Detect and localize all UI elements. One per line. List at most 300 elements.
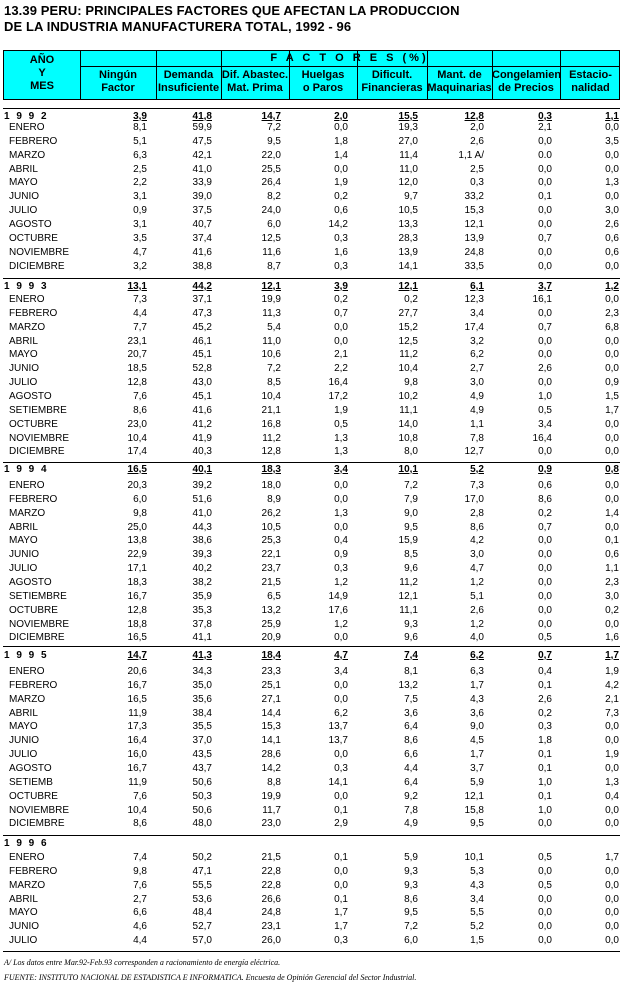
table-cell: 0,0 bbox=[538, 177, 552, 188]
table-cell: 3,5 bbox=[605, 136, 619, 147]
table-cell: 41,0 bbox=[192, 164, 212, 175]
table-row bbox=[0, 418, 625, 432]
table-cell: 9,6 bbox=[404, 632, 418, 643]
table-cell: 38,6 bbox=[192, 535, 212, 546]
table-cell: 0,0 bbox=[538, 164, 552, 175]
table-cell: 25,9 bbox=[261, 619, 281, 630]
table-cell: 48,0 bbox=[192, 818, 212, 829]
table-cell: 8,5 bbox=[404, 549, 418, 560]
table-cell: 1,3 bbox=[334, 433, 348, 444]
table-cell: 9,5 bbox=[404, 907, 418, 918]
table-cell: 0,5 bbox=[538, 632, 552, 643]
table-cell: 3,4 bbox=[334, 666, 348, 677]
table-cell: 9,5 bbox=[267, 136, 281, 147]
table-cell: 16,1 bbox=[532, 294, 552, 305]
table-cell: 1,0 bbox=[538, 805, 552, 816]
month-label: ABRIL bbox=[9, 336, 38, 347]
table-cell: 3,1 bbox=[133, 191, 147, 202]
month-label: OCTUBRE bbox=[9, 791, 58, 802]
table-row bbox=[0, 335, 625, 349]
table-cell: 1,5 bbox=[605, 391, 619, 402]
month-label: JULIO bbox=[9, 377, 38, 388]
table-cell: 37,0 bbox=[192, 735, 212, 746]
table-cell: 2,6 bbox=[470, 605, 484, 616]
table-cell: 17,4 bbox=[464, 322, 484, 333]
table-cell: 45,2 bbox=[192, 322, 212, 333]
table-cell: 0,0 bbox=[605, 480, 619, 491]
table-cell: 0,6 bbox=[605, 549, 619, 560]
table-cell: 22,9 bbox=[127, 549, 147, 560]
table-cell: 4,2 bbox=[605, 680, 619, 691]
table-cell: 4,9 bbox=[470, 405, 484, 416]
table-cell: 10,1 bbox=[398, 464, 418, 475]
table-cell: 2,1 bbox=[334, 349, 348, 360]
table-cell: 0,9 bbox=[133, 205, 147, 216]
month-label: ENERO bbox=[9, 294, 45, 305]
table-cell: 0,7 bbox=[538, 322, 552, 333]
table-cell: 17,6 bbox=[328, 605, 348, 616]
table-cell: 1,9 bbox=[334, 177, 348, 188]
table-cell: 1,7 bbox=[470, 749, 484, 760]
table-cell: 0,7 bbox=[334, 308, 348, 319]
table-cell: 11,4 bbox=[399, 150, 418, 161]
table-cell: 11,0 bbox=[399, 164, 418, 175]
table-cell: 8,6 bbox=[538, 494, 552, 505]
month-label: AGOSTO bbox=[9, 763, 52, 774]
table-cell: 14,2 bbox=[328, 219, 348, 230]
table-cell: 10,1 bbox=[464, 852, 484, 863]
table-cell: 11,9 bbox=[128, 708, 147, 719]
table-cell: 7,2 bbox=[404, 480, 418, 491]
table-cell: 0,0 bbox=[334, 480, 348, 491]
table-cell: 1,6 bbox=[605, 632, 619, 643]
table-row bbox=[0, 390, 625, 404]
table-cell: 3,2 bbox=[470, 336, 484, 347]
month-label: JULIO bbox=[9, 563, 38, 574]
table-cell: 5,1 bbox=[470, 591, 484, 602]
table-cell: 4,7 bbox=[133, 247, 147, 258]
table-cell: 16,8 bbox=[261, 419, 281, 430]
table-cell: 21,5 bbox=[261, 852, 281, 863]
table-row bbox=[0, 762, 625, 776]
year-row bbox=[0, 649, 625, 663]
table-cell: 0,0 bbox=[334, 494, 348, 505]
month-label: ENERO bbox=[9, 122, 45, 133]
table-cell: 3,7 bbox=[470, 763, 484, 774]
table-cell: 3,1 bbox=[133, 219, 147, 230]
table-row bbox=[0, 149, 625, 163]
table-cell: 7,6 bbox=[133, 880, 147, 891]
table-cell: 39,3 bbox=[192, 549, 212, 560]
table-cell: 10,5 bbox=[398, 205, 418, 216]
table-cell: 18,3 bbox=[127, 577, 147, 588]
table-cell: 7,9 bbox=[404, 494, 418, 505]
table-row bbox=[0, 734, 625, 748]
table-cell: 5,4 bbox=[267, 322, 281, 333]
table-cell: 0,0 bbox=[334, 680, 348, 691]
month-label: FEBRERO bbox=[9, 136, 58, 147]
table-cell: 41,3 bbox=[192, 650, 212, 661]
month-label: MAYO bbox=[9, 721, 38, 732]
month-label: FEBRERO bbox=[9, 308, 58, 319]
table-cell: 0,1 bbox=[334, 805, 348, 816]
table-cell: 48,4 bbox=[192, 907, 212, 918]
column-header: Ningún Factor bbox=[99, 69, 137, 94]
table-cell: 33,9 bbox=[192, 177, 212, 188]
table-row bbox=[0, 260, 625, 274]
table-cell: 4,4 bbox=[133, 935, 147, 946]
month-label: MARZO bbox=[9, 150, 46, 161]
table-cell: 7,8 bbox=[470, 433, 484, 444]
table-row bbox=[0, 121, 625, 135]
table-cell: 0,0 bbox=[538, 219, 552, 230]
table-cell: 15,8 bbox=[464, 805, 484, 816]
table-cell: 6,4 bbox=[404, 777, 418, 788]
table-cell: 1,0 bbox=[538, 391, 552, 402]
table-cell: 43,7 bbox=[192, 763, 212, 774]
table-cell: 40,3 bbox=[192, 446, 212, 457]
table-cell: 2,9 bbox=[334, 818, 348, 829]
table-cell: 33,2 bbox=[464, 191, 484, 202]
table-cell: 12,1 bbox=[398, 591, 418, 602]
table-cell: 11,6 bbox=[262, 247, 281, 258]
table-cell: 12,1 bbox=[261, 281, 281, 292]
table-cell: 11,7 bbox=[262, 805, 281, 816]
table-cell: 3,4 bbox=[470, 308, 484, 319]
table-cell: 3,4 bbox=[470, 894, 484, 905]
table-cell: 0,0 bbox=[538, 619, 552, 630]
table-cell: 0,0 bbox=[605, 122, 619, 133]
table-cell: 4,3 bbox=[470, 880, 484, 891]
table-cell: 24,0 bbox=[261, 205, 281, 216]
table-cell: 1,2 bbox=[470, 577, 484, 588]
table-cell: 25,5 bbox=[261, 164, 281, 175]
table-cell: 16,0 bbox=[127, 749, 147, 760]
table-cell: 0,9 bbox=[538, 464, 552, 475]
table-cell: 50,2 bbox=[192, 852, 212, 863]
table-cell: 0,1 bbox=[538, 763, 552, 774]
table-cell: 23,0 bbox=[127, 419, 147, 430]
source-note: FUENTE: INSTITUTO NACIONAL DE ESTADISTICA E INFORMATICA. Encuesta de Opinión Gerencial del Sector Industrial. bbox=[4, 973, 417, 982]
month-label: NOVIEMBRE bbox=[9, 433, 70, 444]
table-cell: 0,0 bbox=[605, 419, 619, 430]
table-row bbox=[0, 246, 625, 260]
table-cell: 8,6 bbox=[470, 522, 484, 533]
table-cell: 26,2 bbox=[261, 508, 281, 519]
table-row bbox=[0, 865, 625, 879]
month-label: AGOSTO bbox=[9, 391, 52, 402]
month-label: NOVIEMBRE bbox=[9, 619, 70, 630]
table-cell: 2,7 bbox=[470, 363, 484, 374]
table-cell: 0,0 bbox=[605, 164, 619, 175]
table-cell: 0,0 bbox=[605, 433, 619, 444]
table-cell: 7,6 bbox=[133, 391, 147, 402]
table-cell: 1,1 A/ bbox=[458, 150, 484, 161]
table-cell: 0,2 bbox=[605, 605, 619, 616]
table-cell: 45,1 bbox=[192, 349, 212, 360]
table-row bbox=[0, 576, 625, 590]
table-cell: 51,6 bbox=[192, 494, 212, 505]
section-divider bbox=[3, 835, 620, 836]
section-divider bbox=[3, 646, 620, 647]
table-cell: 42,1 bbox=[192, 150, 212, 161]
table-cell: 0,0 bbox=[334, 749, 348, 760]
table-cell: 5,1 bbox=[133, 136, 147, 147]
table-cell: 8,6 bbox=[133, 818, 147, 829]
table-cell: 3,4 bbox=[334, 464, 348, 475]
table-cell: 12,1 bbox=[464, 791, 484, 802]
table-cell: 8,8 bbox=[267, 777, 281, 788]
table-cell: 16,5 bbox=[127, 694, 147, 705]
table-cell: 14,7 bbox=[261, 111, 281, 122]
table-cell: 0,3 bbox=[334, 763, 348, 774]
table-cell: 0,0 bbox=[538, 446, 552, 457]
table-cell: 0,6 bbox=[334, 205, 348, 216]
table-cell: 44,2 bbox=[192, 281, 212, 292]
table-cell: 20,7 bbox=[127, 349, 147, 360]
table-cell: 0,0 bbox=[605, 818, 619, 829]
month-label: JUNIO bbox=[9, 191, 39, 202]
table-cell: 50,6 bbox=[192, 777, 212, 788]
table-cell: 0,3 bbox=[538, 111, 552, 122]
table-cell: 0,0 bbox=[605, 763, 619, 774]
table-cell: 1,9 bbox=[334, 405, 348, 416]
table-cell: 8,6 bbox=[404, 894, 418, 905]
table-cell: 0,0 bbox=[538, 247, 552, 258]
table-cell: 14,0 bbox=[398, 419, 418, 430]
table-cell: 46,1 bbox=[192, 336, 212, 347]
table-cell: 16,5 bbox=[127, 464, 147, 475]
table-cell: 0,0 bbox=[605, 721, 619, 732]
table-cell: 6,2 bbox=[334, 708, 348, 719]
table-cell: 6,3 bbox=[133, 150, 147, 161]
table-cell: 4,5 bbox=[470, 735, 484, 746]
table-cell: 12,8 bbox=[261, 446, 281, 457]
table-cell: 24,8 bbox=[464, 247, 484, 258]
table-cell: 10,4 bbox=[127, 433, 147, 444]
month-label: JUNIO bbox=[9, 549, 39, 560]
table-cell: 1,7 bbox=[605, 405, 619, 416]
table-cell: 7,2 bbox=[404, 921, 418, 932]
table-row bbox=[0, 604, 625, 618]
table-cell: 4,9 bbox=[470, 391, 484, 402]
table-cell: 0,9 bbox=[334, 549, 348, 560]
month-label: JULIO bbox=[9, 749, 38, 760]
month-label: DICIEMBRE bbox=[9, 818, 65, 829]
table-cell: 1,3 bbox=[605, 177, 619, 188]
table-cell: 1,2 bbox=[334, 577, 348, 588]
table-cell: 17,2 bbox=[328, 391, 348, 402]
table-cell: 22,0 bbox=[261, 150, 281, 161]
table-cell: 0,0 bbox=[334, 336, 348, 347]
table-cell: 26,6 bbox=[261, 894, 281, 905]
table-bottom-rule bbox=[3, 951, 620, 952]
table-cell: 0,2 bbox=[334, 191, 348, 202]
table-cell: 6,2 bbox=[470, 650, 484, 661]
table-cell: 1,2 bbox=[470, 619, 484, 630]
table-cell: 20,6 bbox=[127, 666, 147, 677]
table-cell: 12,7 bbox=[464, 446, 484, 457]
table-cell: 41,8 bbox=[192, 111, 212, 122]
column-header: Demanda Insuficiente bbox=[157, 69, 220, 94]
table-cell: 1,8 bbox=[538, 735, 552, 746]
table-cell: 0,0 bbox=[334, 880, 348, 891]
table-cell: 0,0 bbox=[605, 921, 619, 932]
table-cell: 18,8 bbox=[127, 619, 147, 630]
table-cell: 4,7 bbox=[334, 650, 348, 661]
table-cell: 0,0 bbox=[605, 866, 619, 877]
column-header: Estacio- nalidad bbox=[569, 69, 612, 94]
table-row bbox=[0, 521, 625, 535]
table-cell: 7,3 bbox=[470, 480, 484, 491]
table-cell: 23,1 bbox=[127, 336, 147, 347]
table-cell: 11,1 bbox=[399, 405, 418, 416]
table-cell: 3,0 bbox=[605, 205, 619, 216]
table-cell: 6,5 bbox=[267, 591, 281, 602]
table-cell: 35,0 bbox=[192, 680, 212, 691]
month-label: MARZO bbox=[9, 694, 46, 705]
table-cell: 7,7 bbox=[133, 322, 147, 333]
table-cell: 39,0 bbox=[192, 191, 212, 202]
table-row bbox=[0, 817, 625, 831]
table-cell: 11,3 bbox=[262, 308, 281, 319]
month-label: SETIEMBRE bbox=[9, 405, 67, 416]
table-cell: 12,3 bbox=[464, 294, 484, 305]
table-cell: 19,9 bbox=[261, 294, 281, 305]
table-cell: 0,0 bbox=[538, 349, 552, 360]
table-cell: 10,2 bbox=[398, 391, 418, 402]
table-cell: 9,8 bbox=[133, 866, 147, 877]
table-cell: 4,4 bbox=[404, 763, 418, 774]
month-label: AGOSTO bbox=[9, 577, 52, 588]
table-cell: 6,6 bbox=[404, 749, 418, 760]
table-cell: 21,1 bbox=[261, 405, 281, 416]
table-cell: 12,8 bbox=[127, 605, 147, 616]
table-cell: 5,9 bbox=[404, 852, 418, 863]
table-cell: 1,9 bbox=[605, 749, 619, 760]
table-cell: 14,1 bbox=[328, 777, 348, 788]
table-row bbox=[0, 493, 625, 507]
year-label: 1 9 9 5 bbox=[4, 650, 49, 661]
table-cell: 9,2 bbox=[404, 791, 418, 802]
table-cell: 6,6 bbox=[133, 907, 147, 918]
table-cell: 7,4 bbox=[133, 852, 147, 863]
table-cell: 9,6 bbox=[404, 563, 418, 574]
table-cell: 11,2 bbox=[262, 433, 281, 444]
table-cell: 1,4 bbox=[334, 150, 348, 161]
table-cell: 1,7 bbox=[470, 680, 484, 691]
table-cell: 2,6 bbox=[538, 694, 552, 705]
table-row bbox=[0, 920, 625, 934]
table-cell: 18,0 bbox=[261, 480, 281, 491]
table-cell: 5,5 bbox=[470, 907, 484, 918]
table-cell: 13,7 bbox=[328, 735, 348, 746]
table-cell: 21,5 bbox=[261, 577, 281, 588]
table-cell: 10,4 bbox=[398, 363, 418, 374]
table-cell: 0,0 bbox=[538, 935, 552, 946]
year-label: 1 9 9 6 bbox=[4, 838, 49, 849]
table-cell: 41,9 bbox=[192, 433, 212, 444]
table-cell: 43,0 bbox=[192, 377, 212, 388]
table-cell: 4,7 bbox=[470, 563, 484, 574]
table-row bbox=[0, 906, 625, 920]
table-cell: 0,0 bbox=[605, 191, 619, 202]
table-cell: 2,1 bbox=[605, 694, 619, 705]
table-cell: 4,9 bbox=[404, 818, 418, 829]
table-cell: 0,0 bbox=[538, 549, 552, 560]
table-cell: 0,8 bbox=[605, 464, 619, 475]
table-cell: 6,0 bbox=[404, 935, 418, 946]
table-cell: 25,0 bbox=[127, 522, 147, 533]
year-label: 1 9 9 3 bbox=[4, 281, 49, 292]
table-cell: 0,0 bbox=[605, 446, 619, 457]
table-cell: 59,9 bbox=[192, 122, 212, 133]
table-row bbox=[0, 190, 625, 204]
month-label: AGOSTO bbox=[9, 219, 52, 230]
table-cell: 1,7 bbox=[605, 650, 619, 661]
table-cell: 0,7 bbox=[538, 233, 552, 244]
table-cell: 23,0 bbox=[261, 818, 281, 829]
column-header: Dif. Abastec. Mat. Prima bbox=[221, 69, 289, 94]
table-cell: 3,0 bbox=[470, 377, 484, 388]
table-cell: 1,3 bbox=[334, 446, 348, 457]
table-cell: 0,0 bbox=[605, 150, 619, 161]
table-cell: 2,3 bbox=[605, 308, 619, 319]
table-cell: 34,3 bbox=[192, 666, 212, 677]
table-cell: 9,3 bbox=[404, 866, 418, 877]
table-cell: 9,8 bbox=[404, 377, 418, 388]
table-cell: 9,0 bbox=[470, 721, 484, 732]
table-cell: 0,0 bbox=[605, 522, 619, 533]
table-cell: 40,2 bbox=[192, 563, 212, 574]
table-cell: 0.0 bbox=[538, 150, 552, 161]
table-cell: 0,0 bbox=[538, 563, 552, 574]
table-cell: 0,2 bbox=[334, 294, 348, 305]
table-cell: 6,8 bbox=[605, 322, 619, 333]
table-cell: 1,7 bbox=[605, 852, 619, 863]
table-cell: 40,7 bbox=[192, 219, 212, 230]
table-cell: 16,7 bbox=[127, 763, 147, 774]
table-row bbox=[0, 307, 625, 321]
table-cell: 0,9 bbox=[605, 377, 619, 388]
month-label: JUNIO bbox=[9, 735, 39, 746]
table-cell: 0,0 bbox=[538, 921, 552, 932]
table-cell: 8,6 bbox=[133, 405, 147, 416]
table-cell: 0,6 bbox=[605, 233, 619, 244]
month-label: OCTUBRE bbox=[9, 233, 58, 244]
table-cell: 9,7 bbox=[404, 191, 418, 202]
table-cell: 19,9 bbox=[261, 791, 281, 802]
table-cell: 26,0 bbox=[261, 935, 281, 946]
table-cell: 0,0 bbox=[334, 694, 348, 705]
table-row bbox=[0, 618, 625, 632]
table-cell: 15,9 bbox=[398, 535, 418, 546]
table-cell: 53,6 bbox=[192, 894, 212, 905]
month-label: SETIEMB bbox=[9, 777, 53, 788]
table-row bbox=[0, 348, 625, 362]
table-cell: 1,3 bbox=[605, 777, 619, 788]
month-label: ENERO bbox=[9, 852, 45, 863]
table-cell: 0,0 bbox=[334, 791, 348, 802]
table-cell: 0,0 bbox=[538, 605, 552, 616]
table-cell: 47,5 bbox=[192, 136, 212, 147]
table-cell: 5,3 bbox=[470, 866, 484, 877]
table-cell: 3,0 bbox=[470, 549, 484, 560]
table-cell: 0,3 bbox=[470, 177, 484, 188]
table-cell: 2,6 bbox=[605, 219, 619, 230]
table-cell: 0,4 bbox=[334, 535, 348, 546]
table-cell: 12,8 bbox=[464, 111, 484, 122]
